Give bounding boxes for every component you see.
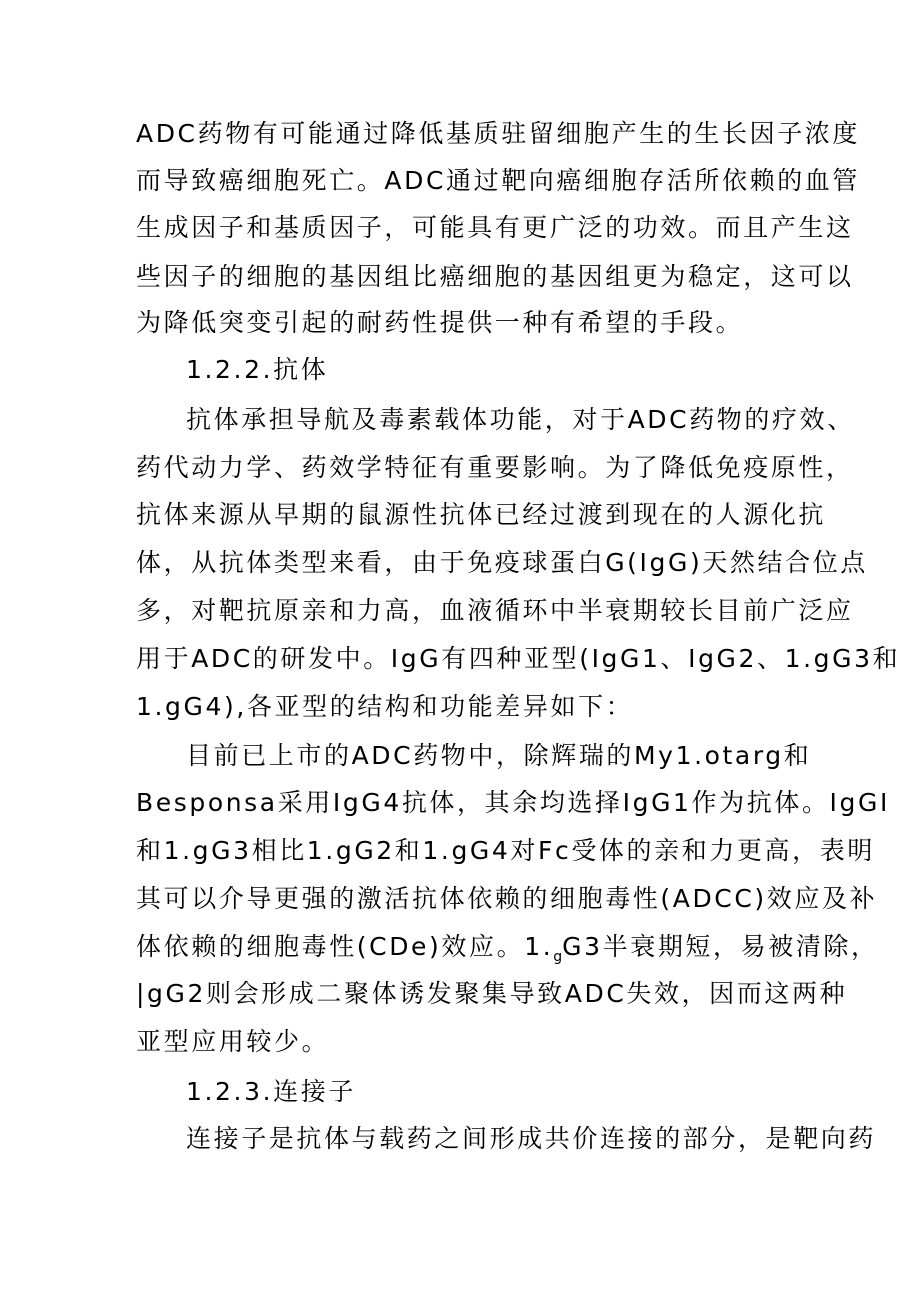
subscript-g: g	[553, 949, 563, 965]
paragraph-line: 多，对靶抗原亲和力高，血液循环中半衰期较长目前广泛应	[136, 596, 854, 625]
text-run: G3半衰期短，易被清除，	[562, 932, 879, 961]
paragraph-line: 和1.gG3相比1.gG2和1.gG4对Fc受体的亲和力更高，表明	[136, 836, 875, 865]
paragraph-line: 抗体来源从早期的鼠源性抗体已经过渡到现在的人源化抗	[136, 500, 827, 529]
paragraph-line: 用于ADC的研发中。IgG有四种亚型(IgG1、IgG2、1.gG3和	[136, 644, 901, 673]
paragraph-line: 其可以介导更强的激活抗体依赖的细胞毒性(ADCC)效应及补	[136, 884, 878, 913]
paragraph-line: 体，从抗体类型来看，由于免疫球蛋白G(IgG)天然结合位点	[136, 548, 868, 577]
section-heading-linker: 1.2.3.连接子	[186, 1077, 356, 1106]
paragraph-line	[136, 931, 879, 973]
text-run: 1.	[524, 932, 554, 961]
paragraph-line: 而导致癌细胞死亡。ADC通过靶向癌细胞存活所依赖的血管	[136, 166, 861, 195]
paragraph-line: ADC药物有可能通过降低基质驻留细胞产生的生长因子浓度	[136, 119, 861, 148]
paragraph-line: 为降低突变引起的耐药性提供一种有希望的手段。	[136, 308, 744, 337]
paragraph-line: 生成因子和基质因子，可能具有更广泛的功效。而且产生这	[136, 213, 854, 242]
section-heading-antibody: 1.2.2.抗体	[186, 355, 329, 384]
paragraph-line: 些因子的细胞的基因组比癌细胞的基因组更为稳定，这可以	[136, 262, 854, 291]
paragraph-line: 药代动力学、药效学特征有重要影响。为了降低免疫原性，	[136, 453, 854, 482]
paragraph-line: 连接子是抗体与载药之间形成共价连接的部分，是靶向药	[186, 1124, 877, 1153]
paragraph-line: 目前已上市的ADC药物中，除辉瑞的My1.otarg和	[186, 741, 812, 770]
paragraph-line: 抗体承担导航及毒素载体功能，对于ADC药物的疗效、	[186, 405, 855, 434]
paragraph-line: Besponsa采用IgG4抗体，其余均选择IgG1作为抗体。IgGI	[136, 788, 890, 817]
paragraph-line: |gG2则会形成二聚体诱发聚集导致ADC失效，因而这两种	[136, 979, 848, 1008]
paragraph-line: 1.gG4),各亚型的结构和功能差异如下：	[136, 692, 634, 721]
text-run: 体依赖的细胞毒性(CDe)效应。	[136, 932, 525, 961]
paragraph-line: 亚型应用较少。	[136, 1027, 330, 1056]
